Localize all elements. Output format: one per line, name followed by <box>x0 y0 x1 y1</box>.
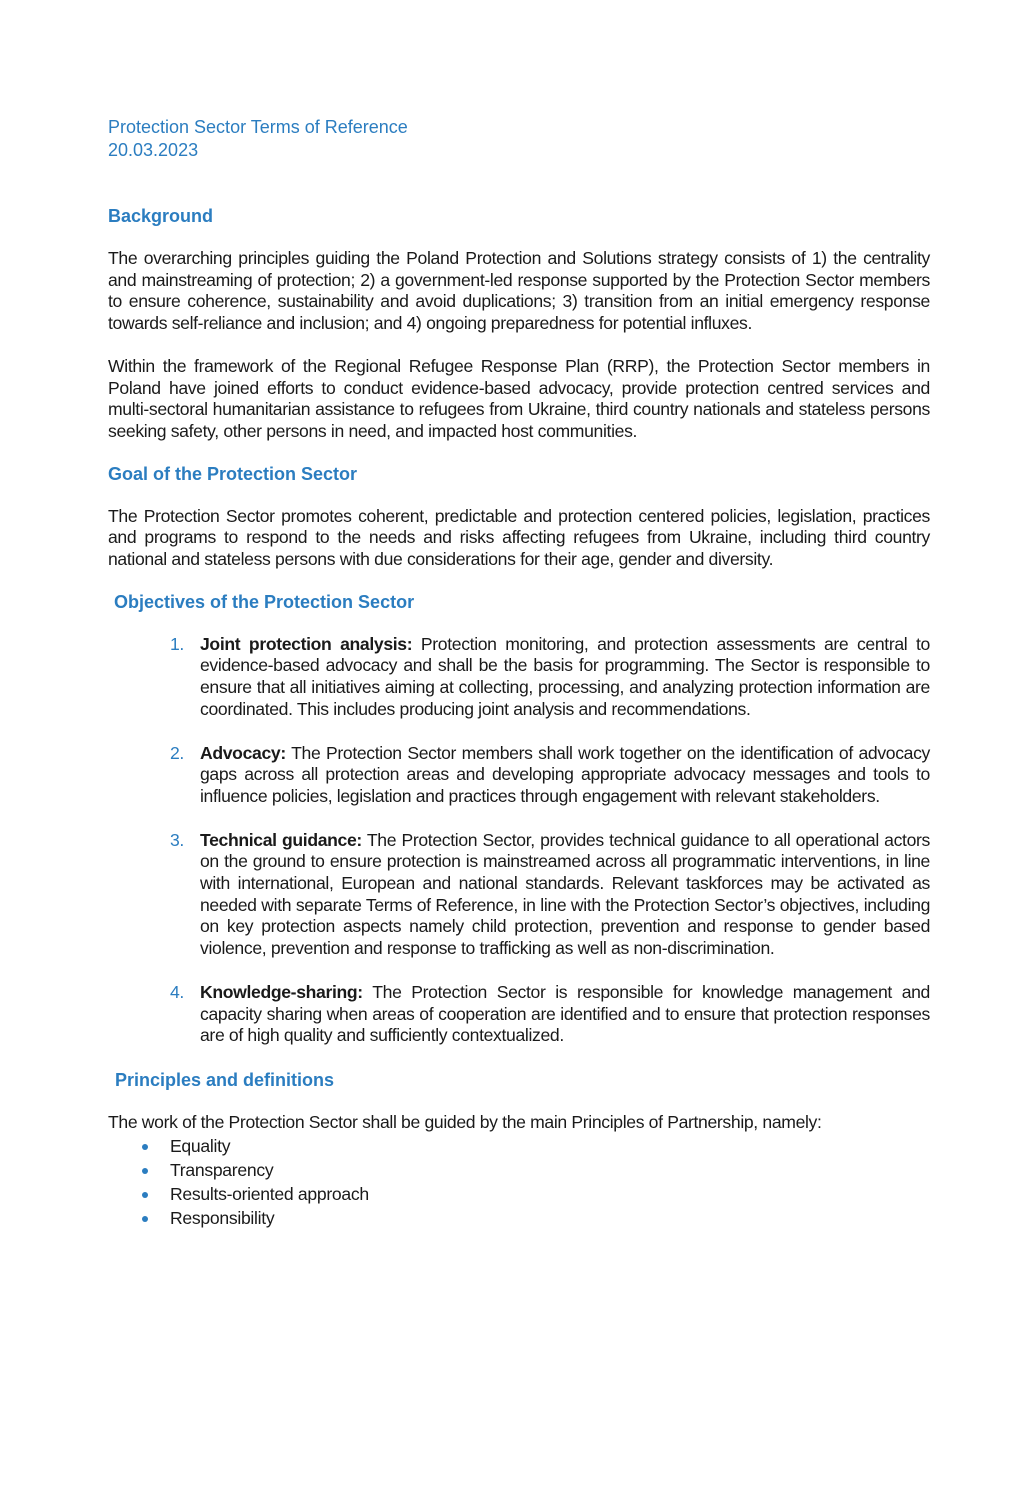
objective-text: Protection monitoring, and protection assessments are central to evidence-based advocacy and shall be the basis for programming. The Sector is responsible to ensure that all initiatives aiming at collecting, processing, and analyzing protection information are coordinated. This includes producing joint analysis and recommendations. <box>200 633 930 719</box>
list-number: 2. <box>170 742 184 763</box>
principle-label: Transparency <box>170 1159 274 1180</box>
bullet-icon <box>142 1168 148 1174</box>
bullet-icon <box>142 1192 148 1198</box>
document-title: Protection Sector Terms of Reference <box>108 117 408 137</box>
principles-intro: The work of the Protection Sector shall be guided by the main Principles of Partnership, namely: <box>108 1111 822 1132</box>
document-page <box>108 116 930 1230</box>
objective-label: Technical guidance: <box>200 829 362 850</box>
background-paragraph-2: Within the framework of the Regional Refugee Response Plan (RRP), the Protection Sector members in Poland have joined efforts to conduct evidence-based advocacy, provide protection centred services and multi-sectoral humanitarian assistance to refugees from Ukraine, third country nationals and stateless persons seeking safety, other persons in need, and impacted host communities. <box>108 355 930 441</box>
objective-item <box>108 982 930 1047</box>
principles-list <box>108 1134 930 1230</box>
background-heading: Background <box>108 206 214 226</box>
objective-text: The Protection Sector is responsible for knowledge management and capacity sharing when areas of cooperation are identified and to ensure that protection responses are of high quality and sufficiently contextualized. <box>200 981 930 1046</box>
bullet-icon <box>142 1144 148 1150</box>
principle-label: Responsibility <box>170 1207 275 1228</box>
objective-item <box>108 830 930 960</box>
principle-item <box>108 1182 930 1206</box>
objective-text: The Protection Sector, provides technical guidance to all operational actors on the ground to ensure protection is mainstreamed across all programmatic interventions, in line with international, European and national standards. Relevant taskforces may be activated as needed with separate Terms of Reference, in line with the Protection Sector’s objectives, including on key protection aspects namely child protection, prevention and response to gender based violence, prevention and response to trafficking as well as non-discrimination. <box>200 829 930 959</box>
principle-label: Results-oriented approach <box>170 1183 369 1204</box>
document-date: 20.03.2023 <box>108 140 199 160</box>
principles-heading: Principles and definitions <box>115 1069 335 1090</box>
principle-item <box>108 1206 930 1230</box>
objectives-heading: Objectives of the Protection Sector <box>114 591 415 612</box>
principle-item <box>108 1158 930 1182</box>
document-header <box>108 116 930 162</box>
principle-item <box>108 1134 930 1158</box>
list-number: 1. <box>170 633 184 654</box>
bullet-icon <box>142 1216 148 1222</box>
list-number: 3. <box>170 829 184 850</box>
goal-heading: Goal of the Protection Sector <box>108 463 358 484</box>
objective-label: Knowledge-sharing: <box>200 981 363 1002</box>
objectives-list <box>108 634 930 1047</box>
goal-paragraph: The Protection Sector promotes coherent, predictable and protection centered policies, legislation, practices and programs to respond to the needs and risks affecting refugees from Ukraine, including third country national and stateless persons with due considerations for their age, gender and diversity. <box>108 505 930 570</box>
objective-item <box>108 634 930 721</box>
objective-text: The Protection Sector members shall work together on the identification of advocacy gaps across all protection areas and developing appropriate advocacy messages and tools to influence policies, legislation and practices through engagement with relevant stakeholders. <box>200 742 930 806</box>
objective-item <box>108 743 930 808</box>
list-number: 4. <box>170 981 184 1002</box>
principle-label: Equality <box>170 1135 231 1156</box>
objective-label: Joint protection analysis: <box>200 633 413 654</box>
objective-label: Advocacy: <box>200 742 286 763</box>
background-paragraph-1: The overarching principles guiding the Poland Protection and Solutions strategy consists of 1) the centrality and mainstreaming of protection; 2) a government-led response supported by the Protection Sector members to ensure coherence, sustainability and avoid duplications; 3) transition from an initial emergency response towards self-reliance and inclusion; and 4) ongoing preparedness for potential influxes. <box>108 248 930 334</box>
